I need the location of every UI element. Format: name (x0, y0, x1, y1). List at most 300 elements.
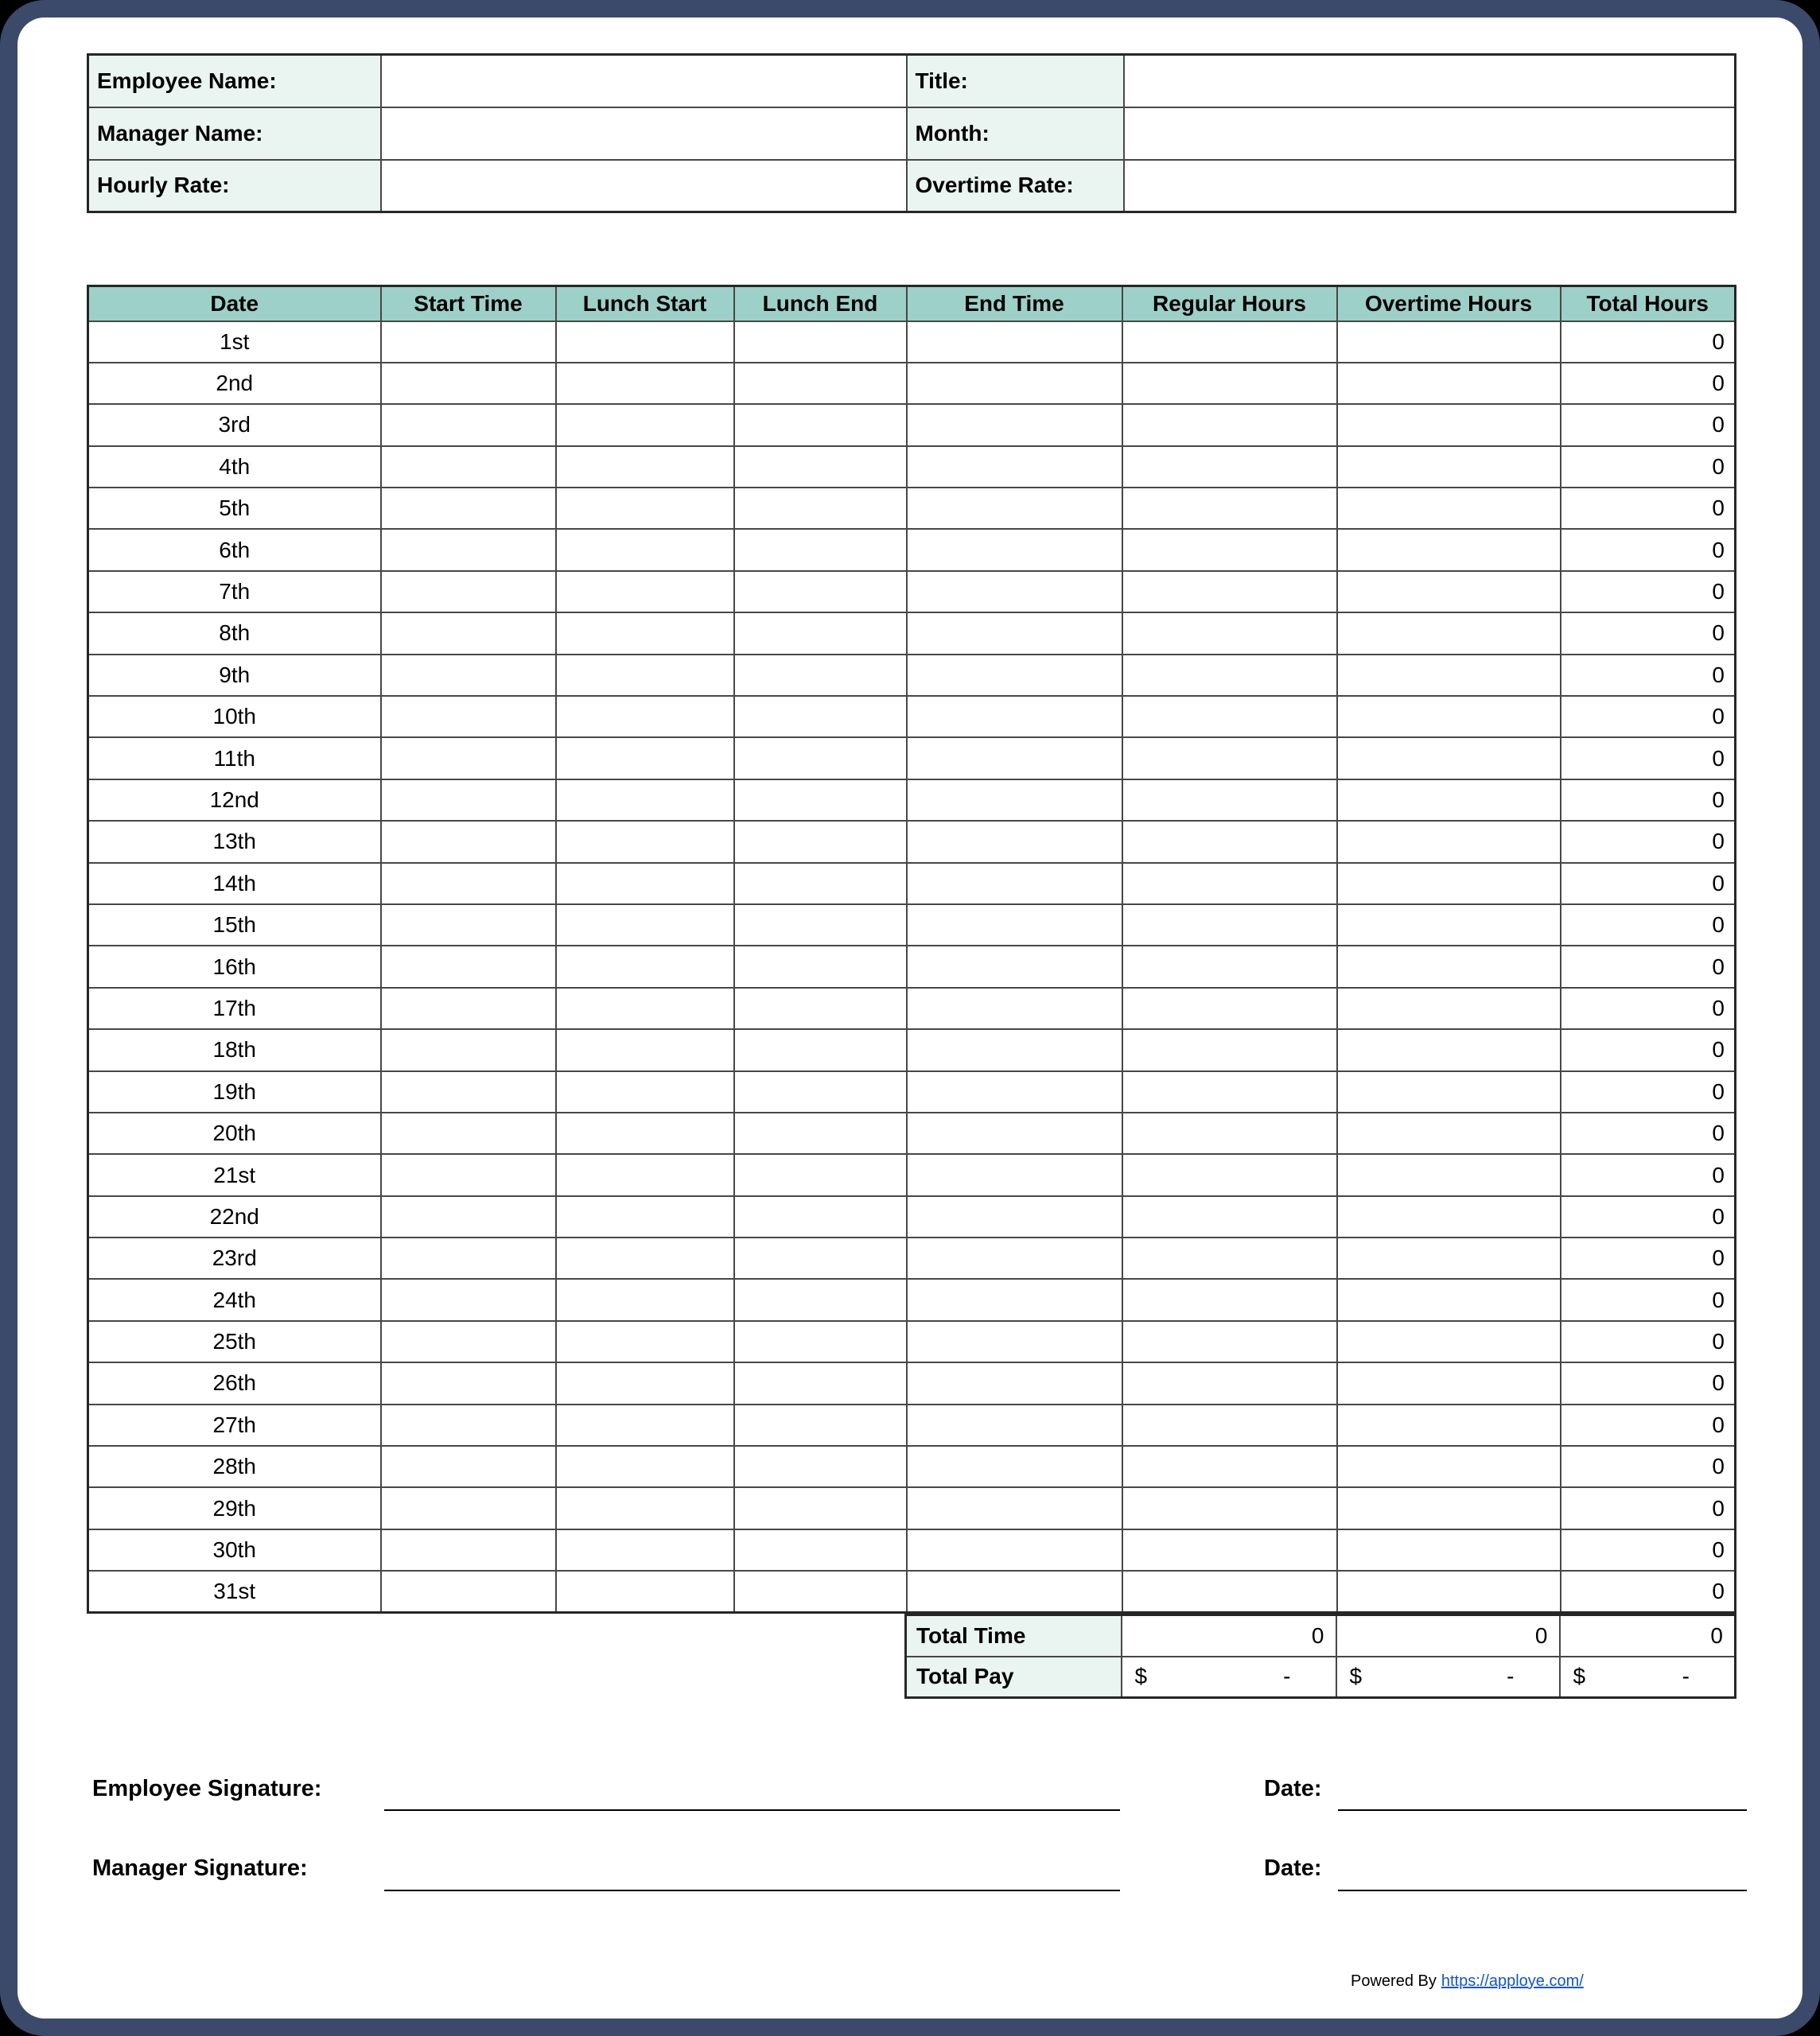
timesheet-row (88, 904, 1736, 946)
start-time-cell[interactable] (381, 1446, 556, 1487)
manager-name-label: Manager Name: (88, 107, 381, 160)
regular-hours-cell[interactable] (1122, 446, 1337, 488)
lunch-end-cell[interactable] (734, 1154, 907, 1195)
employee-info-table (87, 53, 1736, 213)
lunch-start-cell[interactable] (556, 488, 734, 529)
timesheet-row (88, 988, 1736, 1029)
total-hours-cell: 0 (1561, 696, 1736, 737)
timesheet-row (88, 404, 1736, 445)
total-hours-cell: 0 (1561, 737, 1736, 779)
pay-dash: - (1283, 1664, 1291, 1689)
regular-hours-cell[interactable] (1122, 1113, 1337, 1154)
manager-signature-line[interactable] (384, 1864, 1120, 1891)
start-time-cell[interactable] (381, 1529, 556, 1571)
start-time-cell[interactable] (381, 779, 556, 821)
lunch-end-cell[interactable] (734, 1529, 907, 1571)
total-hours-cell: 0 (1561, 988, 1736, 1029)
timesheet-row (88, 1446, 1736, 1487)
lunch-end-cell[interactable] (734, 321, 907, 363)
lunch-end-cell[interactable] (734, 529, 907, 570)
date-cell: 21st (88, 1154, 381, 1195)
end-time-cell[interactable] (907, 1405, 1122, 1446)
timesheet-row (88, 1279, 1736, 1320)
date-cell: 1st (88, 321, 381, 363)
end-time-cell[interactable] (907, 1321, 1122, 1362)
month-field[interactable] (1124, 107, 1736, 160)
timesheet-row (88, 1196, 1736, 1238)
start-time-cell[interactable] (381, 404, 556, 445)
lunch-end-cell[interactable] (734, 1446, 907, 1487)
overtime-hours-cell[interactable] (1337, 612, 1561, 654)
end-time-cell[interactable] (907, 1113, 1122, 1154)
regular-hours-cell[interactable] (1122, 321, 1337, 363)
start-time-cell[interactable] (381, 1113, 556, 1154)
lunch-end-cell[interactable] (734, 1571, 907, 1612)
end-time-cell[interactable] (907, 1071, 1122, 1113)
overtime-hours-cell[interactable] (1337, 1113, 1561, 1154)
total-hours-cell: 0 (1561, 404, 1736, 445)
regular-hours-cell[interactable] (1122, 571, 1337, 612)
end-time-cell[interactable] (907, 904, 1122, 946)
total-hours-cell: 0 (1561, 1446, 1736, 1487)
start-time-cell[interactable] (381, 488, 556, 529)
lunch-end-cell[interactable] (734, 446, 907, 488)
lunch-start-cell[interactable] (556, 1029, 734, 1070)
lunch-end-cell[interactable] (734, 612, 907, 654)
lunch-end-cell[interactable] (734, 404, 907, 445)
lunch-start-cell[interactable] (556, 863, 734, 904)
regular-hours-cell[interactable] (1122, 1029, 1337, 1070)
lunch-end-cell[interactable] (734, 1113, 907, 1154)
total-hours-cell: 0 (1561, 1362, 1736, 1404)
total-pay-overtime (1336, 1657, 1560, 1698)
total-pay-label: Total Pay (906, 1657, 1122, 1698)
timesheet-row (88, 946, 1736, 987)
total-hours-cell: 0 (1561, 488, 1736, 529)
timesheet-row (88, 1487, 1736, 1529)
lunch-start-cell[interactable] (556, 446, 734, 488)
start-time-cell[interactable] (381, 321, 556, 363)
regular-hours-cell[interactable] (1122, 904, 1337, 946)
date-cell: 19th (88, 1071, 381, 1113)
overtime-rate-label: Overtime Rate: (907, 160, 1124, 212)
end-time-cell[interactable] (907, 529, 1122, 570)
date-cell: 6th (88, 529, 381, 570)
lunch-end-cell[interactable] (734, 904, 907, 946)
start-time-cell[interactable] (381, 446, 556, 488)
lunch-start-cell[interactable] (556, 821, 734, 862)
total-hours-cell: 0 (1561, 655, 1736, 696)
regular-hours-cell[interactable] (1122, 1238, 1337, 1279)
start-time-cell[interactable] (381, 737, 556, 779)
lunch-start-cell[interactable] (556, 1154, 734, 1195)
total-hours-cell: 0 (1561, 571, 1736, 612)
overtime-hours-cell[interactable] (1337, 488, 1561, 529)
lunch-end-cell[interactable] (734, 363, 907, 404)
total-pay-total (1560, 1657, 1736, 1698)
end-time-cell[interactable] (907, 1487, 1122, 1529)
apploye-link[interactable]: https://apploye.com/ (1441, 1972, 1584, 1990)
regular-hours-cell[interactable] (1122, 612, 1337, 654)
overtime-hours-cell[interactable] (1337, 946, 1561, 987)
lunch-start-cell[interactable] (556, 1446, 734, 1487)
start-time-cell[interactable] (381, 1154, 556, 1195)
overtime-hours-cell[interactable] (1337, 779, 1561, 821)
lunch-start-cell[interactable] (556, 655, 734, 696)
lunch-end-cell[interactable] (734, 571, 907, 612)
footer (1351, 1972, 1584, 1991)
timesheet-row (88, 363, 1736, 404)
manager-date-label: Date: (1264, 1855, 1322, 1881)
end-time-cell[interactable] (907, 488, 1122, 529)
lunch-end-cell[interactable] (734, 863, 907, 904)
timesheet-row (88, 571, 1736, 612)
regular-hours-cell[interactable] (1122, 1154, 1337, 1195)
start-time-cell[interactable] (381, 1029, 556, 1070)
lunch-end-cell[interactable] (734, 1196, 907, 1238)
regular-hours-cell[interactable] (1122, 488, 1337, 529)
lunch-start-cell[interactable] (556, 1321, 734, 1362)
lunch-end-cell[interactable] (734, 488, 907, 529)
manager-date-line[interactable] (1338, 1864, 1747, 1891)
timesheet-row (88, 321, 1736, 363)
start-time-cell[interactable] (381, 571, 556, 612)
end-time-cell[interactable] (907, 1446, 1122, 1487)
employee-name-field[interactable] (381, 55, 907, 107)
end-time-cell[interactable] (907, 696, 1122, 737)
hourly-rate-label: Hourly Rate: (88, 160, 381, 212)
date-cell: 2nd (88, 363, 381, 404)
lunch-end-cell[interactable] (734, 1238, 907, 1279)
overtime-hours-cell[interactable] (1337, 1405, 1561, 1446)
timesheet-row (88, 1113, 1736, 1154)
total-time-total: 0 (1560, 1615, 1736, 1657)
date-cell: 31st (88, 1571, 381, 1612)
overtime-hours-cell[interactable] (1337, 529, 1561, 570)
end-time-cell[interactable] (907, 571, 1122, 612)
lunch-end-cell[interactable] (734, 1279, 907, 1320)
regular-hours-cell[interactable] (1122, 363, 1337, 404)
start-time-cell[interactable] (381, 988, 556, 1029)
start-time-cell[interactable] (381, 904, 556, 946)
overtime-hours-cell[interactable] (1337, 1446, 1561, 1487)
lunch-start-cell[interactable] (556, 1487, 734, 1529)
date-cell: 23rd (88, 1238, 381, 1279)
total-hours-cell: 0 (1561, 1238, 1736, 1279)
column-header-total-hours: Total Hours (1561, 286, 1736, 321)
end-time-cell[interactable] (907, 363, 1122, 404)
lunch-end-cell[interactable] (734, 1405, 907, 1446)
lunch-start-cell[interactable] (556, 1279, 734, 1320)
date-cell: 7th (88, 571, 381, 612)
total-hours-cell: 0 (1561, 1405, 1736, 1446)
start-time-cell[interactable] (381, 612, 556, 654)
start-time-cell[interactable] (381, 863, 556, 904)
timesheet-row (88, 488, 1736, 529)
end-time-cell[interactable] (907, 1238, 1122, 1279)
total-hours-cell: 0 (1561, 363, 1736, 404)
regular-hours-cell[interactable] (1122, 1321, 1337, 1362)
end-time-cell[interactable] (907, 321, 1122, 363)
overtime-hours-cell[interactable] (1337, 1071, 1561, 1113)
overtime-rate-field[interactable] (1124, 160, 1736, 212)
lunch-start-cell[interactable] (556, 779, 734, 821)
end-time-cell[interactable] (907, 1279, 1122, 1320)
total-hours-cell: 0 (1561, 321, 1736, 363)
end-time-cell[interactable] (907, 655, 1122, 696)
total-time-regular: 0 (1122, 1615, 1336, 1657)
total-hours-cell: 0 (1561, 1487, 1736, 1529)
end-time-cell[interactable] (907, 1154, 1122, 1195)
column-header-end-time: End Time (907, 286, 1122, 321)
lunch-end-cell[interactable] (734, 988, 907, 1029)
end-time-cell[interactable] (907, 946, 1122, 987)
start-time-cell[interactable] (381, 655, 556, 696)
overtime-hours-cell[interactable] (1337, 904, 1561, 946)
overtime-hours-cell[interactable] (1337, 1029, 1561, 1070)
regular-hours-cell[interactable] (1122, 529, 1337, 570)
lunch-start-cell[interactable] (556, 404, 734, 445)
lunch-end-cell[interactable] (734, 696, 907, 737)
date-cell: 28th (88, 1446, 381, 1487)
regular-hours-cell[interactable] (1122, 863, 1337, 904)
date-cell: 4th (88, 446, 381, 488)
regular-hours-cell[interactable] (1122, 779, 1337, 821)
timesheet-header-row (88, 286, 1736, 321)
timesheet-row (88, 863, 1736, 904)
end-time-cell[interactable] (907, 612, 1122, 654)
lunch-start-cell[interactable] (556, 321, 734, 363)
regular-hours-cell[interactable] (1122, 655, 1337, 696)
timesheet-row (88, 1321, 1736, 1362)
total-hours-cell: 0 (1561, 612, 1736, 654)
total-hours-cell: 0 (1561, 904, 1736, 946)
lunch-start-cell[interactable] (556, 1529, 734, 1571)
date-cell: 3rd (88, 404, 381, 445)
column-header-overtime-hours: Overtime Hours (1337, 286, 1561, 321)
start-time-cell[interactable] (381, 821, 556, 862)
overtime-hours-cell[interactable] (1337, 988, 1561, 1029)
start-time-cell[interactable] (381, 1238, 556, 1279)
employee-signature-line[interactable] (384, 1784, 1120, 1811)
start-time-cell[interactable] (381, 529, 556, 570)
end-time-cell[interactable] (907, 1196, 1122, 1238)
overtime-hours-cell[interactable] (1337, 1279, 1561, 1320)
column-header-start-time: Start Time (381, 286, 556, 321)
timesheet-row (88, 1405, 1736, 1446)
regular-hours-cell[interactable] (1122, 696, 1337, 737)
end-time-cell[interactable] (907, 1362, 1122, 1404)
timesheet-row (88, 737, 1736, 779)
end-time-cell[interactable] (907, 1571, 1122, 1612)
lunch-start-cell[interactable] (556, 1362, 734, 1404)
start-time-cell[interactable] (381, 363, 556, 404)
lunch-end-cell[interactable] (734, 1321, 907, 1362)
regular-hours-cell[interactable] (1122, 1446, 1337, 1487)
info-row (88, 160, 1736, 212)
overtime-hours-cell[interactable] (1337, 1154, 1561, 1195)
lunch-start-cell[interactable] (556, 1238, 734, 1279)
date-cell: 18th (88, 1029, 381, 1070)
overtime-hours-cell[interactable] (1337, 737, 1561, 779)
lunch-start-cell[interactable] (556, 571, 734, 612)
overtime-hours-cell[interactable] (1337, 321, 1561, 363)
regular-hours-cell[interactable] (1122, 404, 1337, 445)
date-cell: 14th (88, 863, 381, 904)
hourly-rate-field[interactable] (381, 160, 907, 212)
total-pay-row (906, 1657, 1736, 1698)
end-time-cell[interactable] (907, 863, 1122, 904)
regular-hours-cell[interactable] (1122, 988, 1337, 1029)
employee-name-label: Employee Name: (88, 55, 381, 107)
lunch-end-cell[interactable] (734, 1071, 907, 1113)
total-time-overtime: 0 (1336, 1615, 1560, 1657)
total-hours-cell: 0 (1561, 1321, 1736, 1362)
start-time-cell[interactable] (381, 1279, 556, 1320)
lunch-start-cell[interactable] (556, 529, 734, 570)
overtime-hours-cell[interactable] (1337, 1487, 1561, 1529)
lunch-start-cell[interactable] (556, 1071, 734, 1113)
end-time-cell[interactable] (907, 779, 1122, 821)
date-cell: 17th (88, 988, 381, 1029)
currency-symbol: $ (1134, 1664, 1148, 1689)
date-cell: 8th (88, 612, 381, 654)
date-cell: 16th (88, 946, 381, 987)
total-hours-cell: 0 (1561, 446, 1736, 488)
start-time-cell[interactable] (381, 1571, 556, 1612)
timesheet-row (88, 696, 1736, 737)
lunch-end-cell[interactable] (734, 1487, 907, 1529)
regular-hours-cell[interactable] (1122, 1405, 1337, 1446)
lunch-start-cell[interactable] (556, 1571, 734, 1612)
overtime-hours-cell[interactable] (1337, 404, 1561, 445)
date-cell: 26th (88, 1362, 381, 1404)
lunch-end-cell[interactable] (734, 1029, 907, 1070)
lunch-start-cell[interactable] (556, 946, 734, 987)
pay-dash: - (1682, 1664, 1690, 1689)
lunch-start-cell[interactable] (556, 363, 734, 404)
lunch-end-cell[interactable] (734, 1362, 907, 1404)
employee-signature-label: Employee Signature: (92, 1776, 322, 1801)
start-time-cell[interactable] (381, 1071, 556, 1113)
timesheet-row (88, 612, 1736, 654)
date-cell: 29th (88, 1487, 381, 1529)
date-cell: 22nd (88, 1196, 381, 1238)
start-time-cell[interactable] (381, 1362, 556, 1404)
overtime-hours-cell[interactable] (1337, 1238, 1561, 1279)
overtime-hours-cell[interactable] (1337, 655, 1561, 696)
lunch-start-cell[interactable] (556, 1196, 734, 1238)
regular-hours-cell[interactable] (1122, 946, 1337, 987)
end-time-cell[interactable] (907, 988, 1122, 1029)
powered-by-text: Powered By (1351, 1972, 1437, 1990)
lunch-start-cell[interactable] (556, 904, 734, 946)
overtime-hours-cell[interactable] (1337, 821, 1561, 862)
regular-hours-cell[interactable] (1122, 1529, 1337, 1571)
timesheet-row (88, 529, 1736, 570)
end-time-cell[interactable] (907, 737, 1122, 779)
overtime-hours-cell[interactable] (1337, 1196, 1561, 1238)
end-time-cell[interactable] (907, 404, 1122, 445)
timesheet-row (88, 779, 1736, 821)
lunch-start-cell[interactable] (556, 988, 734, 1029)
timesheet-table (87, 285, 1736, 1614)
overtime-hours-cell[interactable] (1337, 696, 1561, 737)
month-label: Month: (907, 107, 1124, 160)
overtime-hours-cell[interactable] (1337, 1529, 1561, 1571)
overtime-hours-cell[interactable] (1337, 1571, 1561, 1612)
employee-date-line[interactable] (1338, 1784, 1747, 1811)
timesheet-row (88, 1238, 1736, 1279)
overtime-hours-cell[interactable] (1337, 446, 1561, 488)
regular-hours-cell[interactable] (1122, 1362, 1337, 1404)
regular-hours-cell[interactable] (1122, 1279, 1337, 1320)
lunch-end-cell[interactable] (734, 779, 907, 821)
lunch-start-cell[interactable] (556, 737, 734, 779)
column-header-lunch-start: Lunch Start (556, 286, 734, 321)
lunch-start-cell[interactable] (556, 696, 734, 737)
end-time-cell[interactable] (907, 1029, 1122, 1070)
start-time-cell[interactable] (381, 1196, 556, 1238)
timesheet-row (88, 1362, 1736, 1404)
lunch-end-cell[interactable] (734, 737, 907, 779)
lunch-end-cell[interactable] (734, 821, 907, 862)
title-field[interactable] (1124, 55, 1736, 107)
overtime-hours-cell[interactable] (1337, 571, 1561, 612)
overtime-hours-cell[interactable] (1337, 363, 1561, 404)
lunch-start-cell[interactable] (556, 1113, 734, 1154)
lunch-end-cell[interactable] (734, 655, 907, 696)
date-cell: 13th (88, 821, 381, 862)
start-time-cell[interactable] (381, 696, 556, 737)
totals-table (904, 1614, 1736, 1699)
timesheet-row (88, 1029, 1736, 1070)
start-time-cell[interactable] (381, 1487, 556, 1529)
timesheet-row (88, 821, 1736, 862)
regular-hours-cell[interactable] (1122, 1487, 1337, 1529)
lunch-end-cell[interactable] (734, 946, 907, 987)
overtime-hours-cell[interactable] (1337, 1362, 1561, 1404)
regular-hours-cell[interactable] (1122, 737, 1337, 779)
timesheet-row (88, 1071, 1736, 1113)
timesheet-row (88, 1154, 1736, 1195)
end-time-cell[interactable] (907, 821, 1122, 862)
total-hours-cell: 0 (1561, 1071, 1736, 1113)
timesheet-row (88, 1571, 1736, 1612)
lunch-start-cell[interactable] (556, 1405, 734, 1446)
overtime-hours-cell[interactable] (1337, 1321, 1561, 1362)
regular-hours-cell[interactable] (1122, 1196, 1337, 1238)
timesheet-row (88, 446, 1736, 488)
start-time-cell[interactable] (381, 1405, 556, 1446)
end-time-cell[interactable] (907, 446, 1122, 488)
total-hours-cell: 0 (1561, 1029, 1736, 1070)
currency-symbol: $ (1573, 1664, 1586, 1689)
column-header-lunch-end: Lunch End (734, 286, 907, 321)
lunch-start-cell[interactable] (556, 612, 734, 654)
total-hours-cell: 0 (1561, 863, 1736, 904)
regular-hours-cell[interactable] (1122, 1071, 1337, 1113)
start-time-cell[interactable] (381, 946, 556, 987)
date-cell: 15th (88, 904, 381, 946)
overtime-hours-cell[interactable] (1337, 863, 1561, 904)
end-time-cell[interactable] (907, 1529, 1122, 1571)
start-time-cell[interactable] (381, 1321, 556, 1362)
manager-name-field[interactable] (381, 107, 907, 160)
regular-hours-cell[interactable] (1122, 1571, 1337, 1612)
regular-hours-cell[interactable] (1122, 821, 1337, 862)
total-pay-regular (1122, 1657, 1336, 1698)
